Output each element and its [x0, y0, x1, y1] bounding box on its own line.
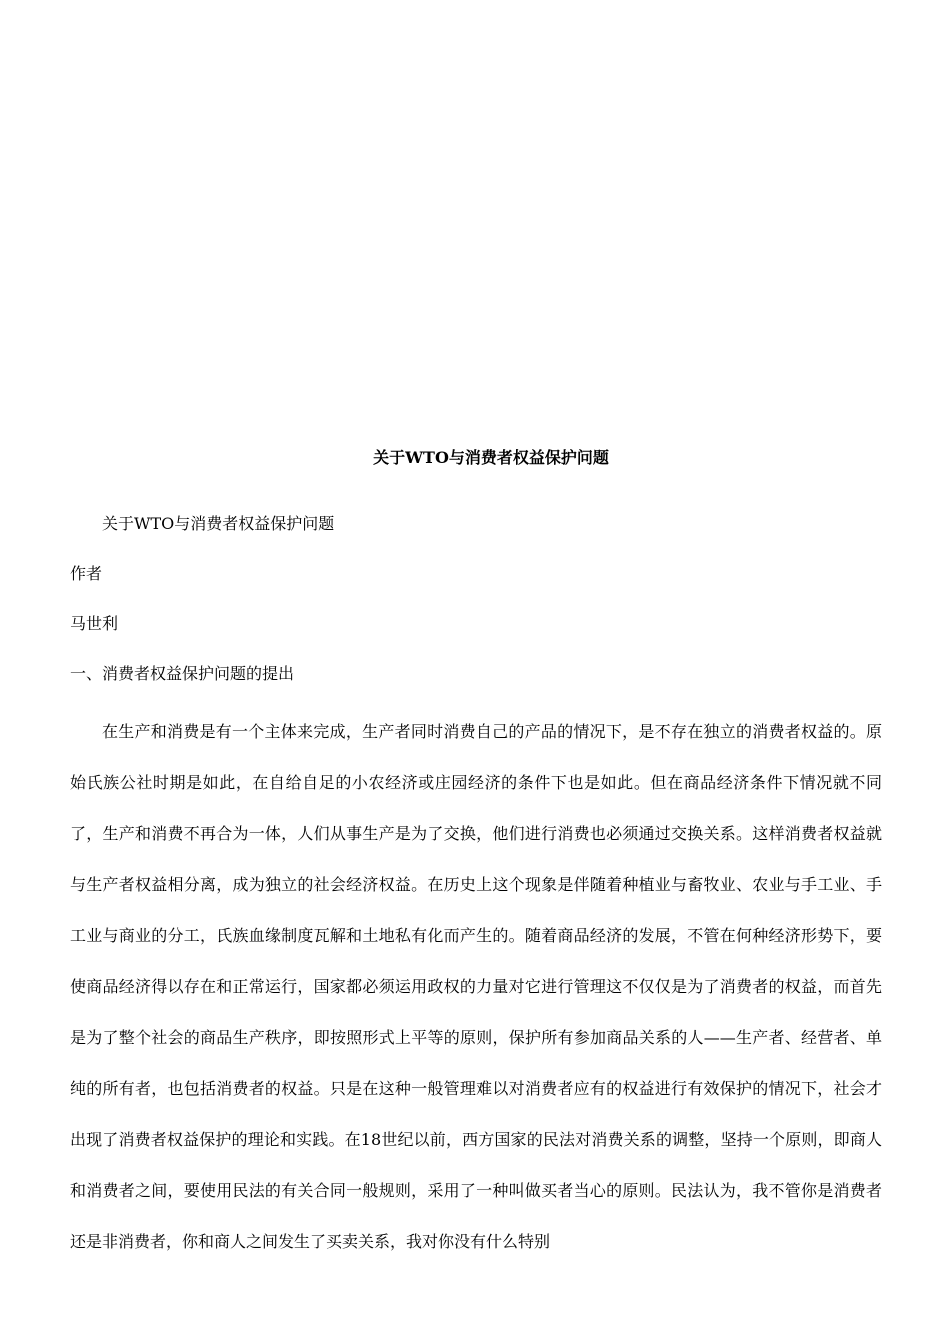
body-paragraph: 在生产和消费是有一个主体来完成，生产者同时消费自己的产品的情况下，是不存在独立的消费者权益的。原始氏族公社时期是如此，在自给自足的小农经济或庄园经济的条件下也是如此。但在商品经济条件下情况就不同了，生产和消费不再合为一体，人们从事生产是为了交换，他们进行消费也必须通过交换关系。这样消费者权益就与生产者权益相分离，成为独立的社会经济权益。在历史上这个现象是伴随着种植业与畜牧业、农业与手工业、手工业与商业的分工，氏族血缘制度瓦解和土地私有化而产生的。随着商品经济的发展，不管在何种经济形势下，要使商品经济得以存在和正常运行，国家都必须运用政权的力量对它进行管理这不仅仅是为了消费者的权益，而首先是为了整个社会的商品生产秩序，即按照形式上平等的原则，保护所有参加商品关系的人——生产者、经营者、单纯的所有者，也包括消费者的权益。只是在这种一般管理难以对消费者应有的权益进行有效保护的情况下，社会才出现了消费者权益保护的理论和实践。在18世纪以前，西方国家的民法对消费关系的调整，坚持一个原则，即商人和消费者之间，要使用民法的有关合同一般规则，采用了一种叫做买者当心的原则。民法认为，我不管你是消费者还是非消费者，你和商人之间发生了买卖关系，我对你没有什么特别 [70, 722, 882, 1251]
document-subtitle: 关于WTO与消费者权益保护问题 [102, 514, 335, 533]
document-title: 关于WTO与消费者权益保护问题 [373, 448, 609, 467]
author-label: 作者 [70, 564, 103, 583]
section-heading: 一、消费者权益保护问题的提出 [70, 664, 295, 683]
author-name: 马世利 [70, 614, 119, 633]
